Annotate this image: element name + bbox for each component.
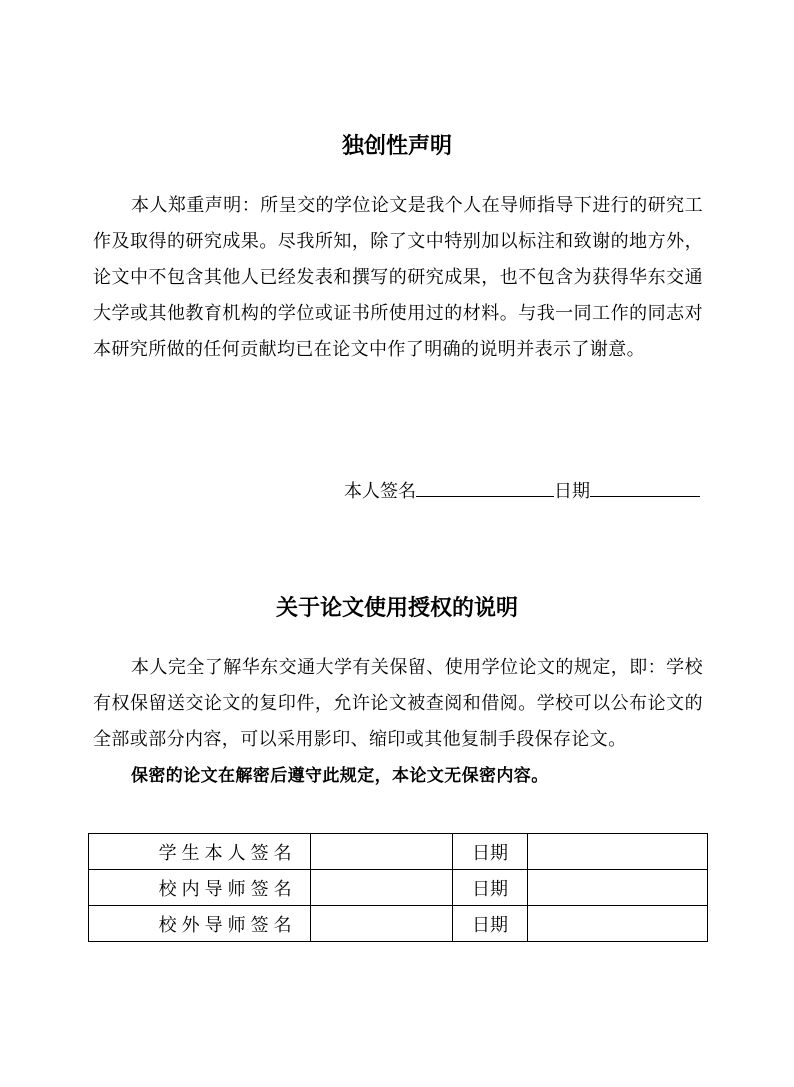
- signature-label: 本人签名: [344, 481, 416, 502]
- internal-advisor-date-cell[interactable]: [528, 870, 708, 906]
- signature-table: [88, 833, 708, 942]
- role-label-external-advisor: 校外导师签名: [89, 906, 311, 942]
- authorization-body: 本人完全了解华东交通大学有关保留、使用学位论文的规定，即：学校有权保留送交论文的复印件，允许论文被查阅和借阅。学校可以公布论文的全部或部分内容，可以采用影印、缩印或其他复制手段保存论文。: [93, 657, 703, 750]
- external-advisor-signature-cell[interactable]: [310, 906, 452, 942]
- declaration-title: 独创性声明: [341, 134, 452, 159]
- date-blank[interactable]: [590, 476, 700, 497]
- declaration-body: 本人郑重声明：所呈交的学位论文是我个人在导师指导下进行的研究工作及取得的研究成果。尽我所知，除了文中特别加以标注和致谢的地方外，论文中不包含其他人已经发表和撰写的研究成果，也不包含为获得华东交通大学或其他教育机构的学位或证书所使用过的材料。与我一同工作的同志对本研究所做的任何贡献均已在论文中作了明确的说明并表示了谢意。: [93, 195, 703, 360]
- date-label-cell: 日期: [452, 834, 528, 870]
- confidentiality-note: 保密的论文在解密后遵守此规定，本论文无保密内容。: [131, 766, 549, 786]
- authorization-title: 关于论文使用授权的说明: [275, 596, 518, 621]
- declaration-signature-line: [344, 476, 700, 506]
- role-label-internal-advisor: 校内导师签名: [89, 870, 311, 906]
- external-advisor-date-cell[interactable]: [528, 906, 708, 942]
- signature-blank[interactable]: [416, 476, 554, 497]
- date-label-cell: 日期: [452, 870, 528, 906]
- table-row: [89, 906, 708, 942]
- role-label-student: 学生本人签名: [89, 834, 311, 870]
- internal-advisor-signature-cell[interactable]: [310, 870, 452, 906]
- student-signature-cell[interactable]: [310, 834, 452, 870]
- student-date-cell[interactable]: [528, 834, 708, 870]
- table-row: [89, 834, 708, 870]
- table-row: [89, 870, 708, 906]
- date-label: 日期: [554, 481, 590, 502]
- date-label-cell: 日期: [452, 906, 528, 942]
